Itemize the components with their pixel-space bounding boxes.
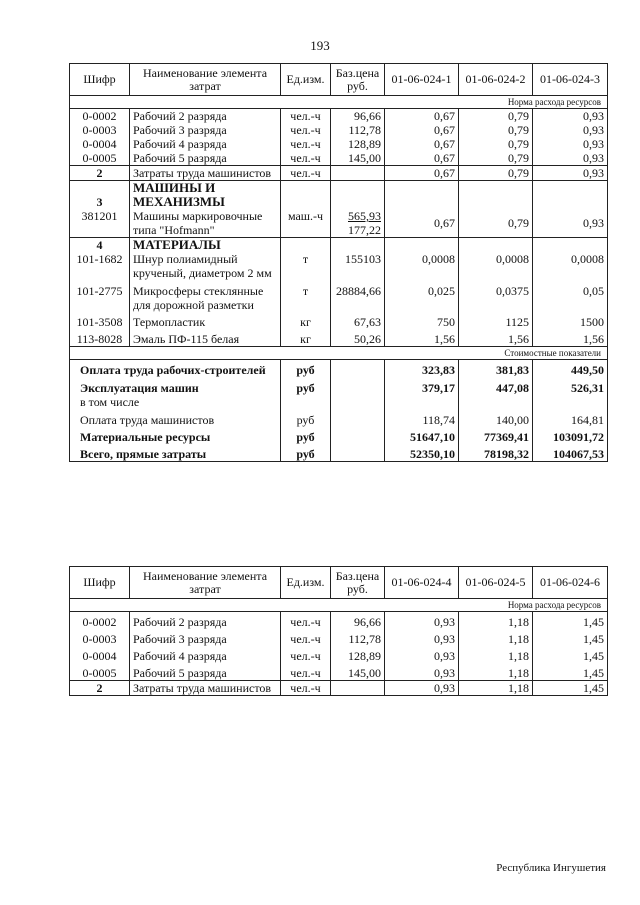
row-value-2: 1,18 <box>459 646 533 663</box>
row-value-1: 0,93 <box>385 629 459 646</box>
row-value-1: 0,67 <box>385 123 459 137</box>
row-value-3: 1,45 <box>533 612 608 630</box>
row-value-3: 0,93 <box>533 209 608 238</box>
row-name: Рабочий 3 разряда <box>130 123 281 137</box>
cost-name: Оплата труда машинистов <box>70 409 281 427</box>
row-value-2: 0,79 <box>459 137 533 151</box>
table-row <box>70 312 608 329</box>
header-col-5: 01-06-024-5 <box>459 567 533 599</box>
table-row <box>70 612 608 630</box>
cost-value-2: 140,00 <box>459 409 533 427</box>
row-price: 128,89 <box>331 137 385 151</box>
table-row <box>70 209 608 238</box>
row-name: Рабочий 3 разряда <box>130 629 281 646</box>
row-value-1: 0,67 <box>385 109 459 124</box>
section-row-machines <box>70 181 608 210</box>
cost-value-2: 381,83 <box>459 360 533 378</box>
row-value-3: 1500 <box>533 312 608 329</box>
row-value-3: 0,93 <box>533 151 608 166</box>
row-code: 101-1682 <box>70 252 130 280</box>
labor-value-2: 0,79 <box>459 166 533 181</box>
table-header-row <box>70 64 608 96</box>
row-name: Рабочий 5 разряда <box>130 151 281 166</box>
header-col-6: 01-06-024-6 <box>533 567 608 599</box>
cost-value-1: 323,83 <box>385 360 459 378</box>
row-value-2: 0,0008 <box>459 252 533 280</box>
row-value-1: 1,56 <box>385 329 459 347</box>
table-row <box>70 252 608 280</box>
row-value-3: 0,93 <box>533 123 608 137</box>
row-unit: т <box>281 252 331 280</box>
row-price: 50,26 <box>331 329 385 347</box>
row-value-1: 0,93 <box>385 612 459 630</box>
row-code: 0-0004 <box>70 646 130 663</box>
row-price: 112,78 <box>331 123 385 137</box>
cost-unit: руб <box>281 409 331 427</box>
row-value-3: 1,45 <box>533 629 608 646</box>
row-name: Машины маркировочные типа "Hofmann" <box>130 209 281 238</box>
row-unit: чел.-ч <box>281 612 331 630</box>
labor-value-3: 1,45 <box>533 681 608 696</box>
row-value-3: 1,45 <box>533 646 608 663</box>
row-unit: чел.-ч <box>281 137 331 151</box>
resource-table-2 <box>69 566 608 696</box>
row-code: 101-2775 <box>70 280 130 312</box>
header-name: Наименование элемента затрат <box>130 64 281 96</box>
header-name: Наименование элемента затрат <box>130 567 281 599</box>
row-code: 0-0002 <box>70 612 130 630</box>
header-col-3: 01-06-024-3 <box>533 64 608 96</box>
cost-value-3: 104067,53 <box>533 444 608 462</box>
row-unit: чел.-ч <box>281 629 331 646</box>
row-value-2: 0,0375 <box>459 280 533 312</box>
row-price: 128,89 <box>331 646 385 663</box>
header-col-4: 01-06-024-4 <box>385 567 459 599</box>
cost-value-1: 51647,10 <box>385 427 459 444</box>
row-code: 0-0002 <box>70 109 130 124</box>
row-code: 0-0003 <box>70 123 130 137</box>
row-value-1: 750 <box>385 312 459 329</box>
table-row <box>70 123 608 137</box>
row-unit: чел.-ч <box>281 663 331 681</box>
row-name: Рабочий 4 разряда <box>130 646 281 663</box>
row-price: 155103 <box>331 252 385 280</box>
row-code: 0-0004 <box>70 137 130 151</box>
row-value-3: 0,93 <box>533 109 608 124</box>
row-unit: чел.-ч <box>281 109 331 124</box>
cost-value-1: 118,74 <box>385 409 459 427</box>
labor-price <box>331 166 385 181</box>
row-value-1: 0,67 <box>385 151 459 166</box>
row-value-3: 1,45 <box>533 663 608 681</box>
row-value-2: 1,18 <box>459 612 533 630</box>
section-row-materials <box>70 238 608 253</box>
labor-unit: чел.-ч <box>281 166 331 181</box>
labor-price <box>331 681 385 696</box>
row-unit: кг <box>281 329 331 347</box>
cost-unit: руб <box>281 360 331 378</box>
table-row <box>70 663 608 681</box>
labor-name: Затраты труда машинистов <box>130 166 281 181</box>
table-row <box>70 109 608 124</box>
cost-value-2: 447,08 <box>459 377 533 409</box>
cost-value-3: 526,31 <box>533 377 608 409</box>
row-price: 96,66 <box>331 109 385 124</box>
cost-row <box>70 444 608 462</box>
section-title: МАТЕРИАЛЫ <box>130 238 281 253</box>
row-value-2: 0,79 <box>459 151 533 166</box>
row-value-3: 0,0008 <box>533 252 608 280</box>
row-value-2: 0,79 <box>459 209 533 238</box>
header-unit: Ед.изм. <box>281 567 331 599</box>
table-row <box>70 151 608 166</box>
row-price: 96,66 <box>331 612 385 630</box>
row-unit: чел.-ч <box>281 646 331 663</box>
table-row <box>70 629 608 646</box>
row-name: Микросферы стеклянные для дорожной разметки <box>130 280 281 312</box>
labor-row <box>70 166 608 181</box>
cost-value-3: 449,50 <box>533 360 608 378</box>
row-price: 28884,66 <box>331 280 385 312</box>
labor-name: Затраты труда машинистов <box>130 681 281 696</box>
table-header-row <box>70 567 608 599</box>
labor-value-3: 0,93 <box>533 166 608 181</box>
cost-unit: руб <box>281 444 331 462</box>
table-row <box>70 646 608 663</box>
row-name: Рабочий 2 разряда <box>130 109 281 124</box>
norm-label-row <box>70 96 608 109</box>
cost-unit: руб <box>281 427 331 444</box>
cost-value-3: 164,81 <box>533 409 608 427</box>
row-unit: кг <box>281 312 331 329</box>
row-code: 381201 <box>70 209 130 238</box>
row-name: Шнур полиамидный крученый, диаметром 2 мм <box>130 252 281 280</box>
row-name: Рабочий 2 разряда <box>130 612 281 630</box>
row-value-2: 1,56 <box>459 329 533 347</box>
row-value-1: 0,93 <box>385 663 459 681</box>
cost-value-1: 52350,10 <box>385 444 459 462</box>
row-value-3: 1,56 <box>533 329 608 347</box>
norm-label: Норма расхода ресурсов <box>70 599 608 612</box>
labor-code: 2 <box>70 681 130 696</box>
row-price: 145,00 <box>331 663 385 681</box>
cost-note: в том числе <box>80 395 140 409</box>
cost-row <box>70 360 608 378</box>
labor-unit: чел.-ч <box>281 681 331 696</box>
norm-label-row <box>70 599 608 612</box>
row-value-1: 0,0008 <box>385 252 459 280</box>
row-value-2: 1125 <box>459 312 533 329</box>
row-value-2: 0,79 <box>459 123 533 137</box>
cost-label: Стоимостные показатели <box>70 347 608 360</box>
resource-table-1 <box>69 63 608 462</box>
table-row <box>70 329 608 347</box>
table-row <box>70 137 608 151</box>
page-number: 193 <box>310 38 330 53</box>
cost-name: Эксплуатация машин <box>80 381 199 395</box>
labor-value-1: 0,93 <box>385 681 459 696</box>
row-name: Рабочий 4 разряда <box>130 137 281 151</box>
cost-value-1: 379,17 <box>385 377 459 409</box>
cost-row <box>70 427 608 444</box>
labor-code: 2 <box>70 166 130 181</box>
cost-unit: руб <box>281 377 331 409</box>
row-value-2: 0,79 <box>459 109 533 124</box>
price-top: 565,93 <box>348 209 381 223</box>
labor-row <box>70 681 608 696</box>
header-unit: Ед.изм. <box>281 64 331 96</box>
section-title: МАШИНЫ И МЕХАНИЗМЫ <box>130 181 281 210</box>
cost-label-row <box>70 347 608 360</box>
row-name: Эмаль ПФ-115 белая <box>130 329 281 347</box>
price-bottom: 177,22 <box>348 223 381 237</box>
row-code: 0-0005 <box>70 663 130 681</box>
row-price: 145,00 <box>331 151 385 166</box>
header-price: Баз.цена руб. <box>331 64 385 96</box>
row-name: Термопластик <box>130 312 281 329</box>
row-value-3: 0,05 <box>533 280 608 312</box>
row-price: 112,78 <box>331 629 385 646</box>
cost-name: Оплата труда рабочих-строителей <box>70 360 281 378</box>
row-unit: т <box>281 280 331 312</box>
cost-value-2: 77369,41 <box>459 427 533 444</box>
section-code: 3 <box>70 181 130 210</box>
row-unit: чел.-ч <box>281 151 331 166</box>
row-name: Рабочий 5 разряда <box>130 663 281 681</box>
row-code: 0-0005 <box>70 151 130 166</box>
cost-name: Материальные ресурсы <box>70 427 281 444</box>
row-value-1: 0,93 <box>385 646 459 663</box>
header-price: Баз.цена руб. <box>331 567 385 599</box>
cost-name-cell <box>70 377 281 409</box>
cost-row <box>70 377 608 409</box>
table-row <box>70 280 608 312</box>
row-price: 67,63 <box>331 312 385 329</box>
header-col-1: 01-06-024-1 <box>385 64 459 96</box>
row-value-1: 0,67 <box>385 137 459 151</box>
row-value-3: 0,93 <box>533 137 608 151</box>
row-code: 0-0003 <box>70 629 130 646</box>
labor-value-2: 1,18 <box>459 681 533 696</box>
labor-value-1: 0,67 <box>385 166 459 181</box>
header-col-2: 01-06-024-2 <box>459 64 533 96</box>
row-unit: чел.-ч <box>281 123 331 137</box>
cost-name: Всего, прямые затраты <box>70 444 281 462</box>
header-code: Шифр <box>70 567 130 599</box>
row-code: 113-8028 <box>70 329 130 347</box>
header-code: Шифр <box>70 64 130 96</box>
row-price <box>331 209 385 238</box>
row-value-1: 0,67 <box>385 209 459 238</box>
row-value-1: 0,025 <box>385 280 459 312</box>
footer-region-name: Республика Ингушетия <box>496 862 606 874</box>
section-code: 4 <box>70 238 130 253</box>
row-value-2: 1,18 <box>459 663 533 681</box>
norm-label: Норма расхода ресурсов <box>70 96 608 109</box>
cost-row <box>70 409 608 427</box>
cost-value-2: 78198,32 <box>459 444 533 462</box>
row-value-2: 1,18 <box>459 629 533 646</box>
row-unit: маш.-ч <box>281 209 331 238</box>
cost-value-3: 103091,72 <box>533 427 608 444</box>
row-code: 101-3508 <box>70 312 130 329</box>
